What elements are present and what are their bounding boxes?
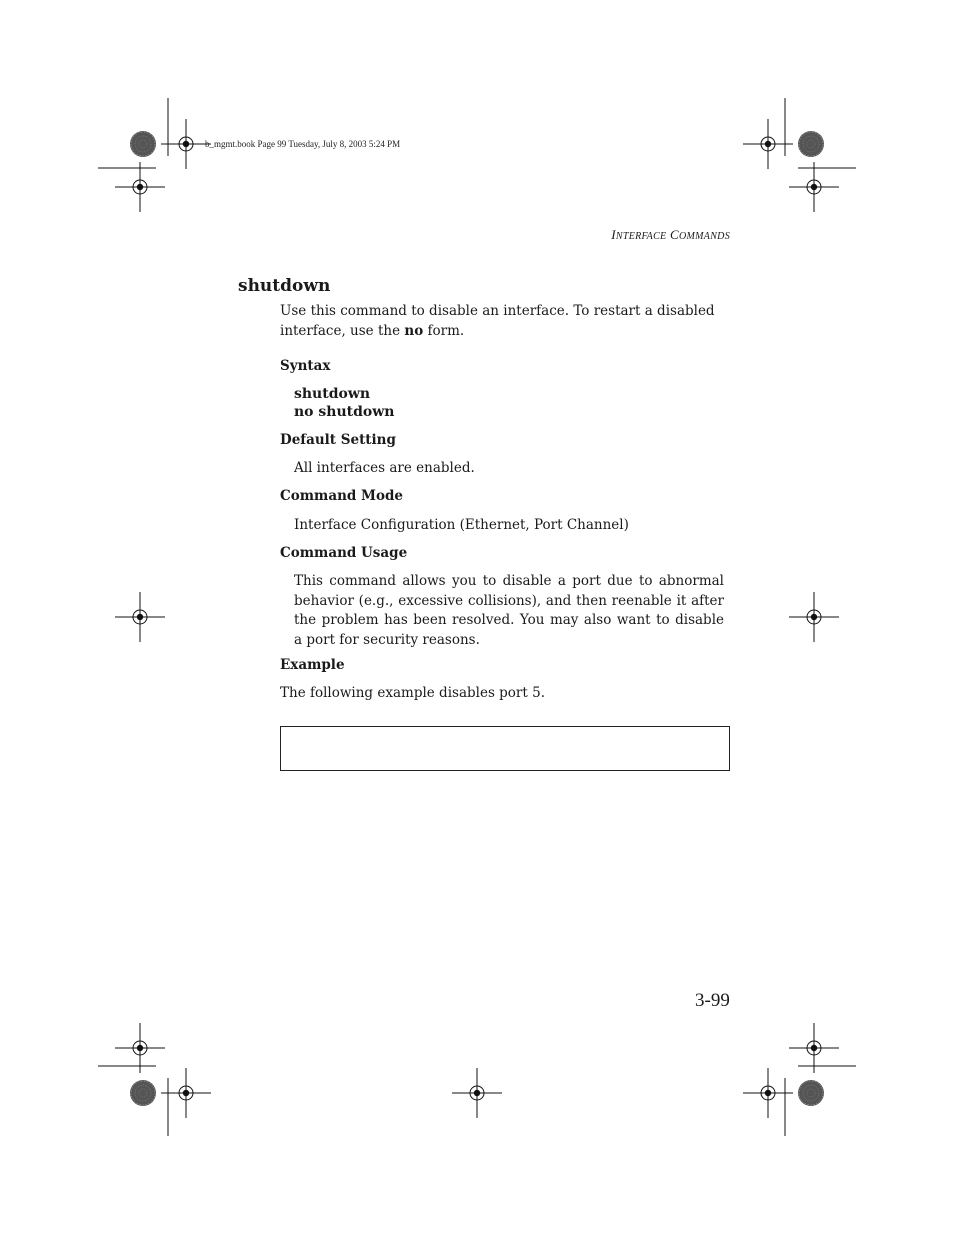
starburst-mark-icon (798, 131, 824, 157)
starburst-mark-icon (798, 1080, 824, 1106)
description-text: Use this command to disable an interface. To restart a disabled interface, use the (280, 303, 715, 339)
syntax-line: no shutdown (294, 404, 395, 420)
command-description (280, 302, 720, 341)
print-header: b_mgmt.book Page 99 Tuesday, July 8, 2003 5:24 PM (205, 139, 401, 149)
example-code-box (280, 726, 730, 771)
command-usage-text: This command allows you to disable a port due to abnormal behavior (e.g., excessive collisions), and then reenable it after the problem has been resolved. You may also want to disable a port for security reasons. (294, 573, 724, 648)
registration-mark-icon (115, 592, 165, 642)
running-head-cap: C (670, 227, 680, 242)
syntax-line: shutdown (294, 386, 371, 402)
example-text: The following example disables port 5. (280, 685, 545, 701)
registration-mark-icon (789, 162, 839, 212)
starburst-mark-icon (130, 1080, 156, 1106)
command-title: shutdown (238, 276, 331, 296)
command-mode-text: Interface Configuration (Ethernet, Port Channel) (294, 517, 629, 533)
description-text-end: form. (423, 322, 465, 339)
page-number: 3-99 (695, 990, 730, 1011)
command-usage-heading: Command Usage (280, 545, 408, 561)
default-setting-text: All interfaces are enabled. (294, 460, 475, 476)
running-head-small-caps: NTERFACE (615, 231, 667, 242)
syntax-heading: Syntax (280, 358, 331, 374)
running-head-cap: I (611, 227, 616, 242)
default-setting-heading: Default Setting (280, 432, 396, 448)
running-head (611, 227, 730, 243)
running-head-small-caps: OMMANDS (679, 231, 730, 242)
registration-mark-icon (789, 592, 839, 642)
registration-mark-icon (452, 1068, 502, 1118)
registration-mark-icon (115, 162, 165, 212)
example-heading: Example (280, 657, 345, 673)
command-mode-heading: Command Mode (280, 488, 403, 504)
description-bold-word: no (404, 322, 424, 339)
starburst-mark-icon (130, 131, 156, 157)
syntax-block (294, 385, 394, 421)
